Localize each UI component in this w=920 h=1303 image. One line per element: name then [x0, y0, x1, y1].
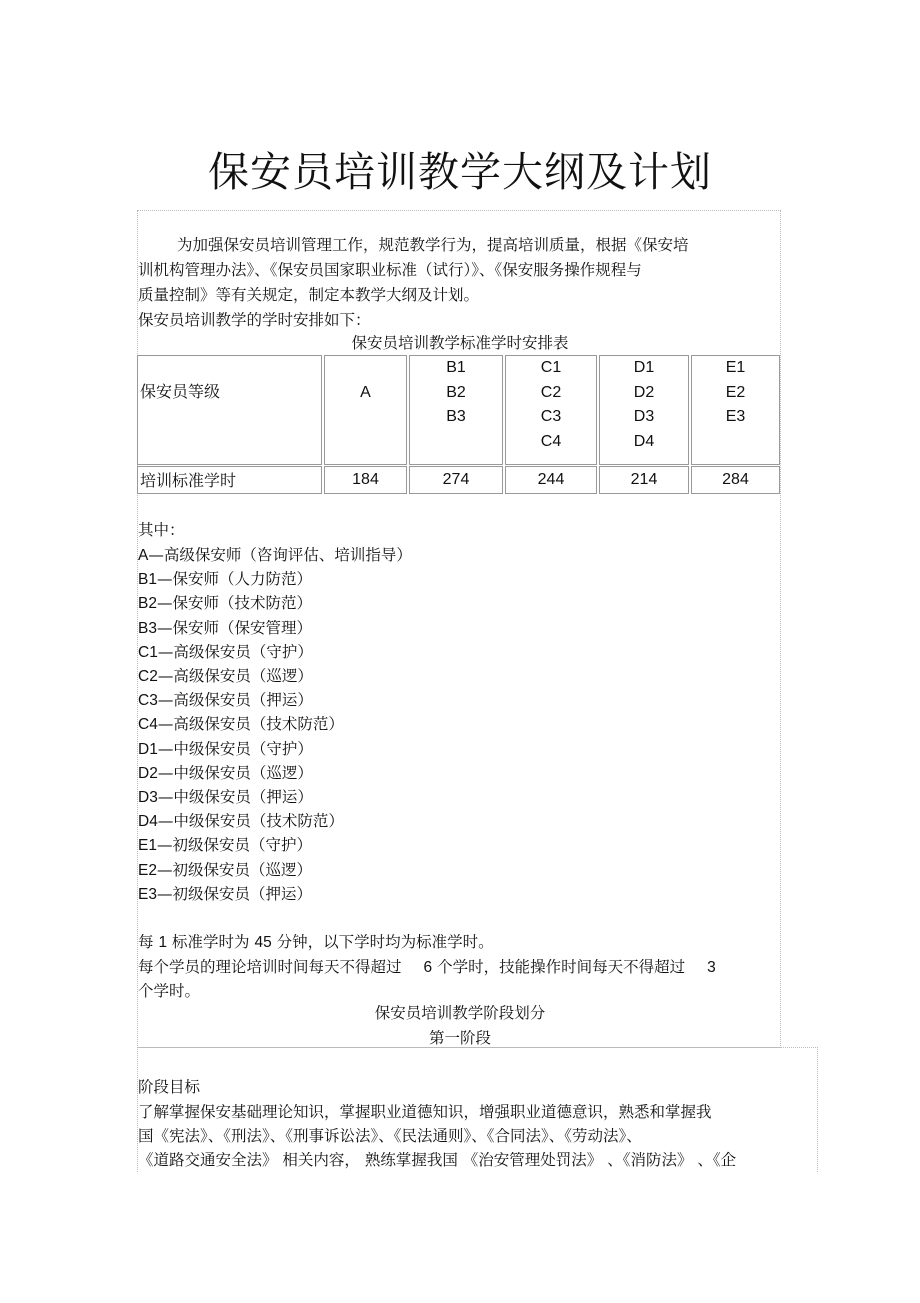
legend-item — [138, 688, 313, 713]
legend-item — [138, 616, 312, 641]
level-b-1: B1 — [446, 359, 466, 376]
legend-code: E3 — [138, 885, 157, 903]
legend-code: E2 — [138, 861, 157, 879]
level-e-2: E2 — [725, 383, 746, 401]
legend-item — [138, 785, 313, 810]
goal-line-3: 《道路交通安全法》 相关内容， 熟练掌握我国 《治安管理处罚法》 、《消防法》 、《企 — [138, 1151, 737, 1169]
level-cell-a — [324, 355, 407, 465]
level-d-3: D3 — [633, 408, 655, 425]
hours-cell-b — [409, 466, 503, 494]
legend-text: —中级保安员（技术防范） — [157, 812, 344, 831]
legend-text: —中级保安员（巡逻） — [157, 763, 313, 782]
legend-text: —初级保安员（守护） — [156, 836, 312, 855]
legend-item — [138, 737, 313, 762]
table-header-hours — [137, 466, 322, 494]
stage-1-heading: 第一阶段 — [428, 1029, 491, 1047]
hours-e: 284 — [722, 471, 749, 488]
level-d-1: D1 — [633, 359, 655, 376]
level-cell-e — [691, 355, 780, 465]
level-cell-b — [409, 355, 503, 465]
table-header-level — [137, 355, 322, 465]
legend-code: B1 — [138, 571, 157, 589]
page-title: 保安员培训教学大纲及计划 — [208, 148, 712, 196]
legend-item — [138, 543, 412, 568]
rule-minutes-num2: 45 — [254, 934, 272, 951]
hours-cell-d — [599, 466, 689, 494]
legend-item — [138, 640, 313, 665]
level-c-3: C3 — [540, 408, 562, 425]
legend-text: —中级保安员（守护） — [157, 739, 313, 758]
legend-text: —高级保安员（技术防范） — [157, 715, 344, 734]
rule-line-3: 个学时。 — [138, 982, 201, 1000]
legend-text: —高级保安员（巡逻） — [157, 667, 313, 685]
level-c-4: C4 — [540, 432, 562, 450]
table-caption: 保安员培训教学标准学时安排表 — [351, 334, 569, 352]
legend-item — [138, 858, 312, 883]
hours-c: 244 — [537, 471, 565, 488]
level-c-2: C2 — [540, 383, 562, 401]
legend-text: —初级保安员（巡逻） — [156, 860, 312, 879]
legend-code: E1 — [138, 837, 157, 855]
level-cell-c — [505, 355, 597, 465]
intro-line-4: 保安员培训教学的学时安排如下： — [138, 311, 371, 329]
legend-code: B2 — [138, 595, 157, 613]
rule-line-2: 每个学员的理论培训时间每天不得超过 6 个学时，技能操作时间每天不得超过 3 — [138, 958, 716, 976]
hours-cell-c — [505, 466, 597, 494]
legend-text: —中级保安员（押运） — [157, 788, 313, 806]
level-e-1: E1 — [725, 359, 746, 376]
legend-item — [138, 882, 312, 907]
hours-cell-e — [691, 466, 780, 494]
level-b-3: B3 — [446, 408, 466, 425]
hours-a: 184 — [352, 471, 379, 488]
rule-minutes-num1: 1 — [158, 934, 168, 951]
legend-item — [138, 591, 312, 616]
legend-text: —高级保安员（守护） — [157, 642, 313, 661]
legend-item — [138, 809, 344, 834]
level-e-3: E3 — [725, 408, 746, 425]
legend-item — [138, 664, 313, 689]
level-cell-d — [599, 355, 689, 465]
level-label: 保安员等级 — [140, 382, 221, 401]
legend-text: —保安师（人力防范） — [156, 570, 312, 589]
legend-item — [138, 833, 312, 858]
level-d-2: D2 — [633, 383, 655, 401]
legend-code: D3 — [138, 789, 158, 806]
legend-item — [138, 567, 312, 592]
intro-line-2: 训机构管理办法》、《保安员国家职业标准（试行）》、《保安服务操作规程与 — [138, 261, 642, 279]
legend-code: D1 — [138, 740, 158, 758]
legend-code: C4 — [138, 716, 158, 734]
level-d-4: D4 — [633, 432, 655, 450]
legend-item — [138, 712, 344, 737]
goal-line-2: 国《宪法》、《刑法》、《刑事诉讼法》、《民法通则》、《合同法》、《劳动法》、 — [138, 1127, 642, 1145]
legend-code: B3 — [138, 619, 157, 637]
legend-heading: 其中： — [138, 521, 185, 539]
legend-code: C2 — [138, 668, 158, 685]
goal-label: 阶段目标 — [138, 1078, 201, 1096]
legend-text: —高级保安员（押运） — [157, 691, 313, 710]
legend-code: C3 — [138, 692, 158, 710]
intro-line-1: 为加强保安员培训管理工作，规范教学行为，提高培训质量，根据《保安培 — [177, 236, 689, 254]
legend-text: —保安师（保安管理） — [156, 618, 312, 637]
legend-code: C1 — [138, 643, 158, 661]
level-b-2: B2 — [446, 383, 466, 401]
legend-code: D2 — [138, 764, 158, 782]
legend-text: —初级保安员（押运） — [156, 884, 312, 903]
rule-line-1: 每 1 标准学时为 45 分钟，以下学时均为标准学时。 — [138, 933, 494, 951]
legend-item — [138, 761, 313, 786]
hours-d: 214 — [630, 471, 658, 488]
level-a-1: A — [360, 384, 371, 401]
stages-heading: 保安员培训教学阶段划分 — [374, 1004, 546, 1022]
legend-text: —保安师（技术防范） — [156, 594, 312, 613]
legend-code: A — [138, 547, 149, 564]
legend-code: D4 — [138, 813, 158, 831]
rule-skill-hours: 3 — [707, 959, 716, 976]
goal-line-1: 了解掌握保安基础理论知识，掌握职业道德知识，增强职业道德意识，熟悉和掌握我 — [138, 1103, 712, 1121]
legend-text: —高级保安师（咨询评估、培训指导） — [148, 546, 412, 564]
hours-label: 培训标准学时 — [140, 471, 237, 490]
level-c-1: C1 — [540, 359, 562, 376]
intro-line-3: 质量控制》等有关规定，制定本教学大纲及计划。 — [138, 286, 480, 304]
hours-cell-a — [324, 466, 407, 494]
rule-theory-hours: 6 — [423, 959, 433, 976]
hours-b: 274 — [442, 471, 470, 488]
